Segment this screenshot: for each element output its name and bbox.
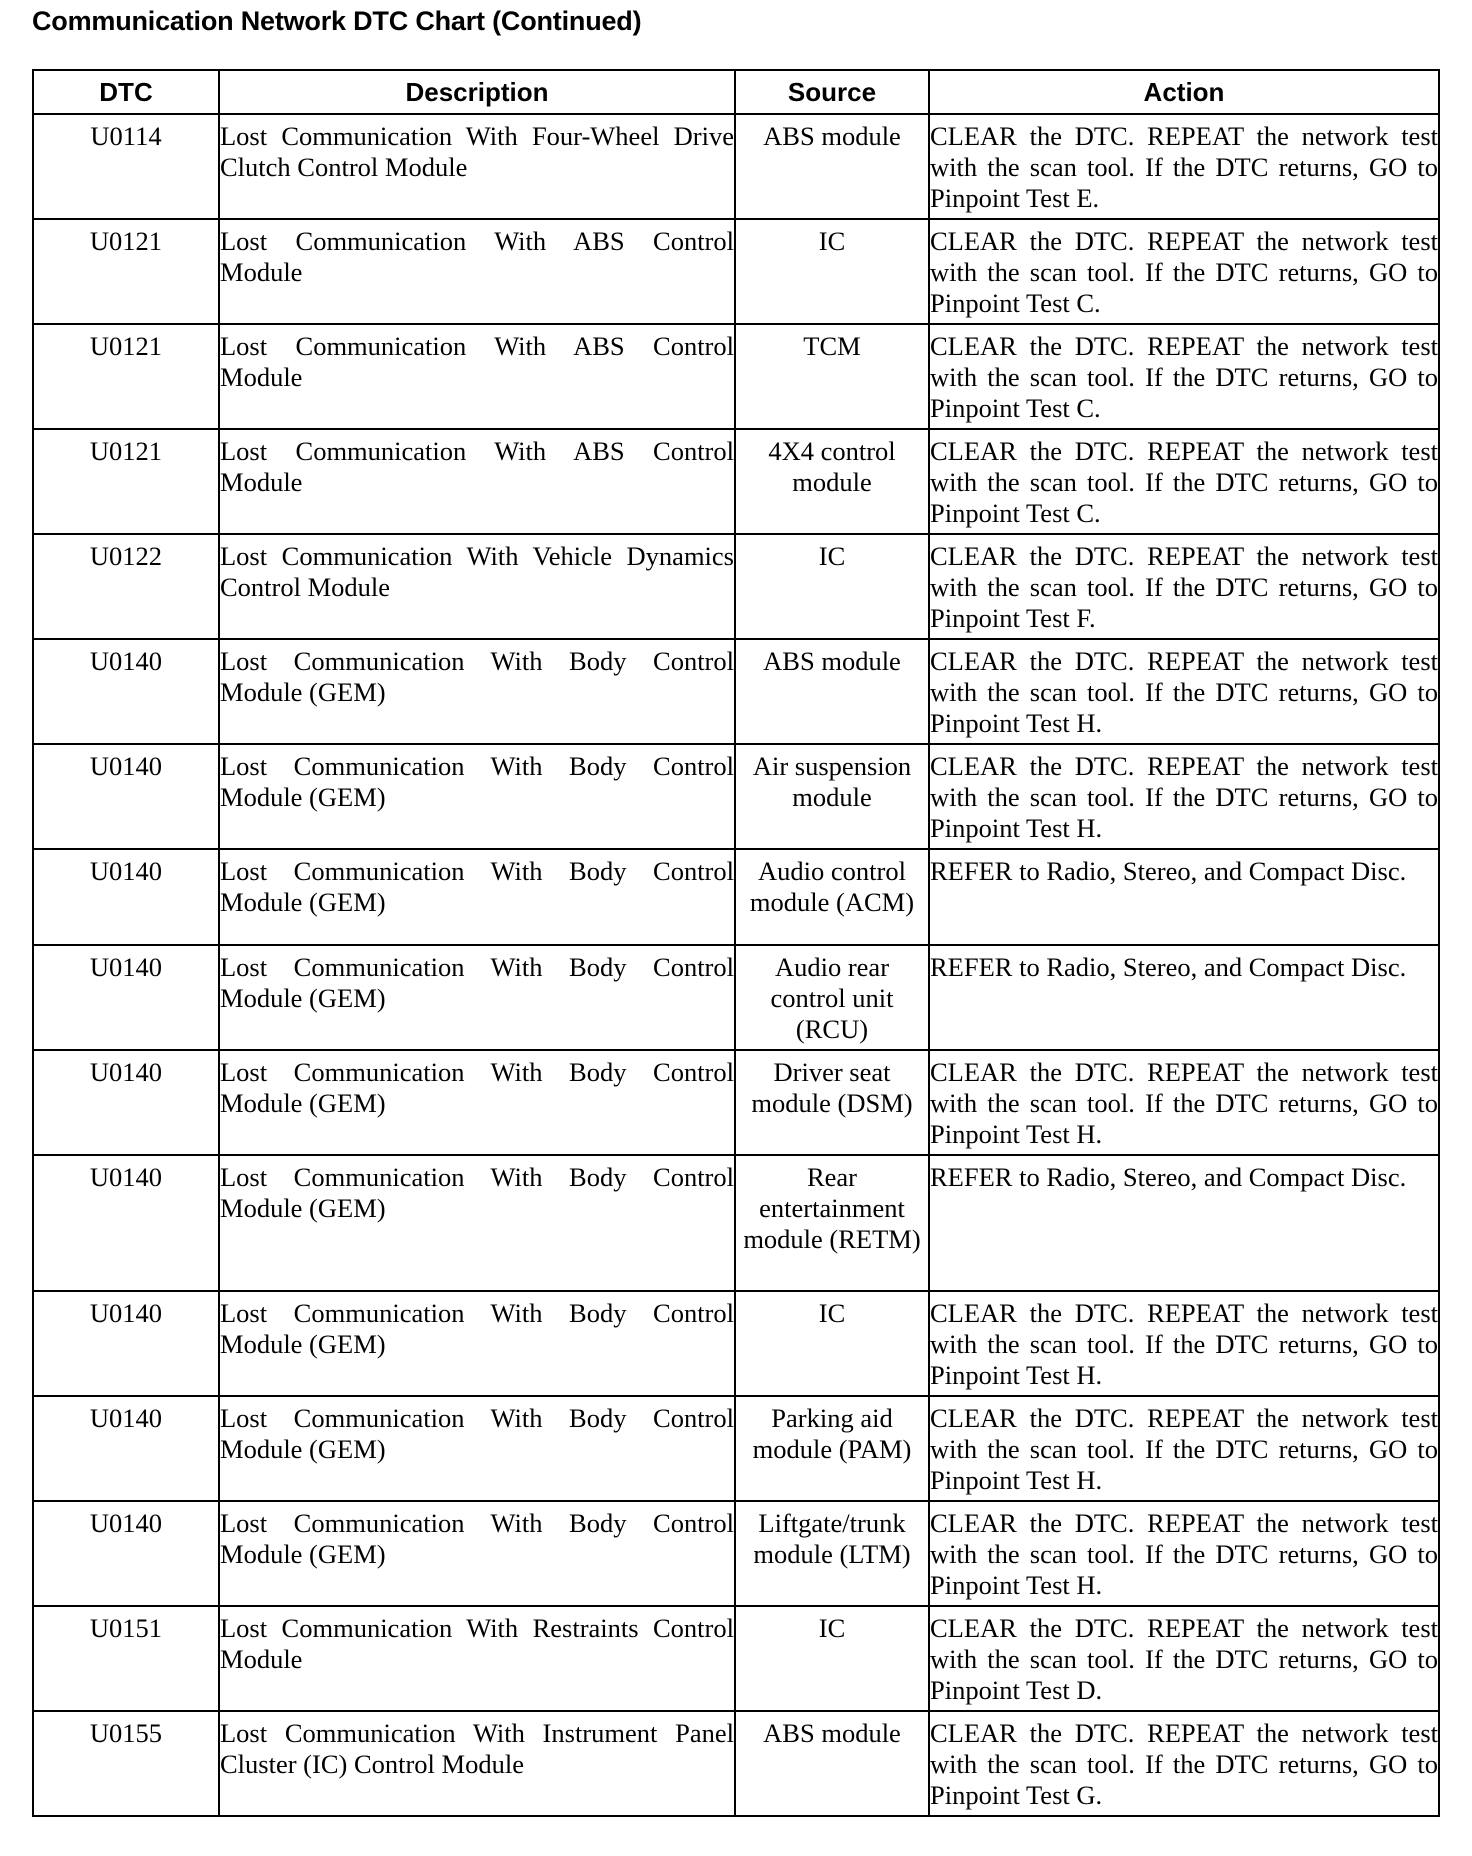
cell-dtc: U0151 <box>33 1606 219 1711</box>
dtc-table <box>32 69 1440 1817</box>
table-row <box>33 639 1439 744</box>
table-row <box>33 1501 1439 1606</box>
cell-action: CLEAR the DTC. REPEAT the network test with the scan tool. If the DTC returns, GO to Pinpoint Test H. <box>929 1396 1439 1501</box>
cell-source: Rear entertainment module (RETM) <box>735 1155 929 1291</box>
cell-action: REFER to Radio, Stereo, and Compact Disc. <box>929 849 1439 945</box>
cell-description: Lost Communication With ABS Control Module <box>219 429 735 534</box>
cell-dtc: U0122 <box>33 534 219 639</box>
table-row <box>33 114 1439 219</box>
table-row <box>33 849 1439 945</box>
cell-dtc: U0140 <box>33 639 219 744</box>
cell-action: CLEAR the DTC. REPEAT the network test with the scan tool. If the DTC returns, GO to Pinpoint Test E. <box>929 114 1439 219</box>
cell-dtc: U0121 <box>33 429 219 534</box>
table-row <box>33 744 1439 849</box>
cell-action: CLEAR the DTC. REPEAT the network test with the scan tool. If the DTC returns, GO to Pinpoint Test H. <box>929 639 1439 744</box>
cell-action: CLEAR the DTC. REPEAT the network test with the scan tool. If the DTC returns, GO to Pinpoint Test H. <box>929 1501 1439 1606</box>
cell-action: CLEAR the DTC. REPEAT the network test with the scan tool. If the DTC returns, GO to Pinpoint Test H. <box>929 744 1439 849</box>
header-source: Source <box>735 70 929 114</box>
cell-description: Lost Communication With Body Control Module (GEM) <box>219 849 735 945</box>
cell-description: Lost Communication With Body Control Module (GEM) <box>219 639 735 744</box>
cell-description: Lost Communication With Body Control Module (GEM) <box>219 1050 735 1155</box>
cell-description: Lost Communication With Body Control Module (GEM) <box>219 1501 735 1606</box>
cell-action: CLEAR the DTC. REPEAT the network test with the scan tool. If the DTC returns, GO to Pinpoint Test C. <box>929 219 1439 324</box>
cell-dtc: U0140 <box>33 1291 219 1396</box>
table-row <box>33 1291 1439 1396</box>
header-dtc: DTC <box>33 70 219 114</box>
cell-source: IC <box>735 219 929 324</box>
cell-source: Liftgate/trunk module (LTM) <box>735 1501 929 1606</box>
cell-dtc: U0121 <box>33 324 219 429</box>
cell-description: Lost Communication With Restraints Control Module <box>219 1606 735 1711</box>
cell-source: IC <box>735 534 929 639</box>
cell-action: CLEAR the DTC. REPEAT the network test with the scan tool. If the DTC returns, GO to Pinpoint Test F. <box>929 534 1439 639</box>
cell-action: CLEAR the DTC. REPEAT the network test with the scan tool. If the DTC returns, GO to Pinpoint Test C. <box>929 429 1439 534</box>
cell-action: REFER to Radio, Stereo, and Compact Disc. <box>929 1155 1439 1291</box>
cell-description: Lost Communication With Body Control Module (GEM) <box>219 1291 735 1396</box>
cell-dtc: U0140 <box>33 1155 219 1291</box>
cell-action: CLEAR the DTC. REPEAT the network test with the scan tool. If the DTC returns, GO to Pinpoint Test C. <box>929 324 1439 429</box>
cell-dtc: U0140 <box>33 1501 219 1606</box>
table-row <box>33 324 1439 429</box>
cell-description: Lost Communication With Vehicle Dynamics Control Module <box>219 534 735 639</box>
header-action: Action <box>929 70 1439 114</box>
table-header-row <box>33 70 1439 114</box>
cell-dtc: U0155 <box>33 1711 219 1816</box>
cell-source: Audio rear control unit (RCU) <box>735 945 929 1050</box>
table-row <box>33 1155 1439 1291</box>
cell-dtc: U0140 <box>33 1396 219 1501</box>
cell-action: CLEAR the DTC. REPEAT the network test with the scan tool. If the DTC returns, GO to Pinpoint Test D. <box>929 1606 1439 1711</box>
cell-dtc: U0140 <box>33 744 219 849</box>
cell-source: Driver seat module (DSM) <box>735 1050 929 1155</box>
cell-action: CLEAR the DTC. REPEAT the network test with the scan tool. If the DTC returns, GO to Pinpoint Test G. <box>929 1711 1439 1816</box>
cell-source: TCM <box>735 324 929 429</box>
table-row <box>33 945 1439 1050</box>
cell-description: Lost Communication With Four-Wheel Drive Clutch Control Module <box>219 114 735 219</box>
cell-action: REFER to Radio, Stereo, and Compact Disc. <box>929 945 1439 1050</box>
cell-source: Audio control module (ACM) <box>735 849 929 945</box>
cell-description: Lost Communication With Body Control Module (GEM) <box>219 945 735 1050</box>
cell-source: ABS module <box>735 114 929 219</box>
cell-source: Air suspension module <box>735 744 929 849</box>
table-body <box>33 114 1439 1816</box>
cell-source: ABS module <box>735 639 929 744</box>
cell-description: Lost Communication With Body Control Module (GEM) <box>219 1155 735 1291</box>
page-title: Communication Network DTC Chart (Continued) <box>32 6 642 36</box>
cell-dtc: U0140 <box>33 849 219 945</box>
cell-description: Lost Communication With Body Control Module (GEM) <box>219 744 735 849</box>
table-row <box>33 429 1439 534</box>
table-row <box>33 219 1439 324</box>
header-description: Description <box>219 70 735 114</box>
cell-source: ABS module <box>735 1711 929 1816</box>
cell-description: Lost Communication With ABS Control Module <box>219 219 735 324</box>
cell-source: 4X4 control module <box>735 429 929 534</box>
table-row <box>33 1711 1439 1816</box>
cell-dtc: U0114 <box>33 114 219 219</box>
table-row <box>33 1050 1439 1155</box>
cell-source: IC <box>735 1291 929 1396</box>
cell-source: Parking aid module (PAM) <box>735 1396 929 1501</box>
cell-description: Lost Communication With Body Control Module (GEM) <box>219 1396 735 1501</box>
cell-description: Lost Communication With Instrument Panel Cluster (IC) Control Module <box>219 1711 735 1816</box>
cell-action: CLEAR the DTC. REPEAT the network test with the scan tool. If the DTC returns, GO to Pinpoint Test H. <box>929 1291 1439 1396</box>
cell-dtc: U0140 <box>33 945 219 1050</box>
cell-dtc: U0121 <box>33 219 219 324</box>
cell-source: IC <box>735 1606 929 1711</box>
cell-description: Lost Communication With ABS Control Module <box>219 324 735 429</box>
cell-action: CLEAR the DTC. REPEAT the network test with the scan tool. If the DTC returns, GO to Pinpoint Test H. <box>929 1050 1439 1155</box>
table-row <box>33 1606 1439 1711</box>
table-row <box>33 534 1439 639</box>
table-row <box>33 1396 1439 1501</box>
cell-dtc: U0140 <box>33 1050 219 1155</box>
